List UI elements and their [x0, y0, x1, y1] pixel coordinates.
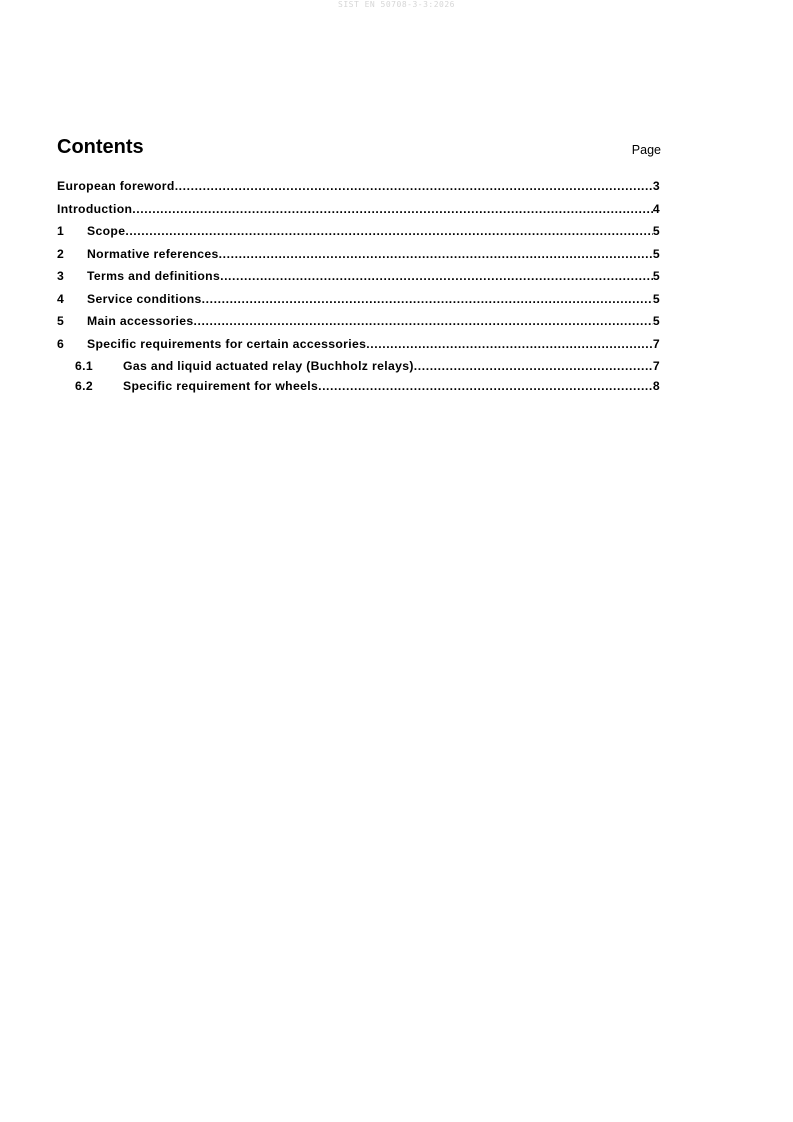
- toc-entry-title: Gas and liquid actuated relay (Buchholz relays): [123, 359, 414, 373]
- toc-entry-number: 2: [57, 246, 65, 261]
- toc-entry-buchholz-relays[interactable]: [57, 359, 660, 379]
- toc-entry-title: Service conditions: [87, 291, 202, 306]
- toc-entry-page: 7: [652, 336, 660, 351]
- toc-leader-dots: [202, 292, 653, 306]
- page-column-label: Page: [631, 143, 661, 157]
- toc-entry-title: Main accessories: [87, 314, 194, 328]
- toc-entry-service-conditions[interactable]: [57, 292, 660, 315]
- document-watermark: SIST EN 50708-3-3:2026: [338, 0, 455, 9]
- toc-entry-number: 4: [57, 291, 65, 306]
- toc-entry-scope[interactable]: [57, 224, 660, 247]
- toc-entry-page: 4: [652, 201, 660, 216]
- toc-entry-title: Scope: [87, 224, 126, 238]
- toc-entry-title: Specific requirement for wheels: [123, 378, 319, 393]
- toc-leader-dots: [414, 359, 653, 373]
- toc-entry-page: 5: [652, 246, 660, 261]
- toc-leader-dots: [175, 179, 653, 193]
- toc-leader-dots: [132, 202, 653, 216]
- toc-leader-dots: [125, 224, 653, 238]
- toc-entry-page: 7: [652, 359, 660, 373]
- toc-entry-wheels[interactable]: [57, 379, 660, 399]
- toc-entry-page: 5: [652, 269, 660, 283]
- toc-entry-page: 5: [652, 314, 660, 328]
- toc-leader-dots: [194, 314, 653, 328]
- toc-entry-specific-requirements[interactable]: [57, 337, 660, 360]
- toc-leader-dots: [318, 379, 653, 393]
- toc-entry-title: Normative references: [87, 246, 219, 261]
- toc-entry-european-foreword[interactable]: [57, 179, 660, 202]
- toc-entry-page: 5: [652, 291, 660, 306]
- toc-leader-dots: [219, 247, 653, 261]
- toc-entry-title: Terms and definitions: [87, 269, 221, 283]
- toc-entry-page: 3: [652, 179, 660, 193]
- toc-entry-title: European foreword: [57, 179, 175, 193]
- toc-entry-number: 5: [57, 314, 65, 328]
- toc-entry-terms-and-definitions[interactable]: [57, 269, 660, 292]
- toc-leader-dots: [220, 269, 653, 283]
- contents-heading: Contents: [57, 136, 144, 158]
- toc-entry-number: 6: [57, 336, 65, 351]
- toc-entry-page: 5: [652, 224, 660, 238]
- toc-entry-normative-references[interactable]: [57, 247, 660, 270]
- toc-leader-dots: [366, 337, 653, 351]
- toc-entry-page: 8: [652, 378, 660, 393]
- table-of-contents: [57, 179, 660, 398]
- toc-entry-number: 6.1: [75, 359, 93, 373]
- toc-entry-number: 3: [57, 269, 65, 283]
- toc-entry-number: 6.2: [75, 378, 93, 393]
- toc-entry-title: Specific requirements for certain accessories: [87, 336, 367, 351]
- toc-entry-introduction[interactable]: [57, 202, 660, 225]
- toc-entry-number: 1: [57, 224, 65, 238]
- toc-entry-main-accessories[interactable]: [57, 314, 660, 337]
- toc-entry-title: Introduction: [57, 201, 133, 216]
